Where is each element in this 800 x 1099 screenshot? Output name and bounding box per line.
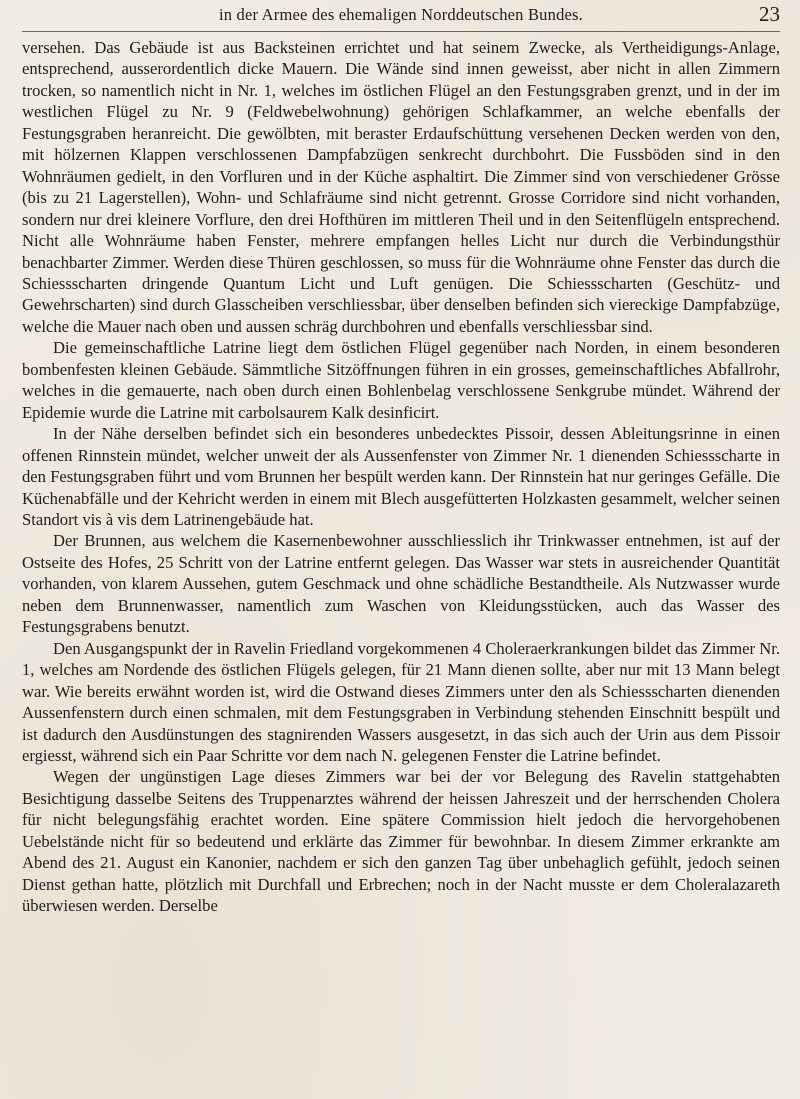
page-number: 23 bbox=[759, 2, 780, 26]
paragraph: versehen. Das Gebäude ist aus Backsteinen errichtet und hat seinem Zwecke, als Vertheidigungs-Anlage, entsprechend, ausserordentlich dicke Mauern. Die Wände sind innen geweisst, aber nicht in allen Zimmern trocken, so namentlich nicht in Nr. 1, welches im östlichen Flügel an den Festungsgraben grenzt, und in der im westlichen Flügel zu Nr. 9 (Feldwebelwohnung) gehörigen Schlafkammer, an welche ebenfalls der Festungsgraben heranreicht. Die gewölbten, mit beraster Erdaufschüttung versehenen Decken werden von den, mit hölzernen Klappen verschlossenen Dampfabzügen senkrecht durchbohrt. Die Fussböden sind in den Wohnräumen gedielt, in den Vorfluren und in der Küche asphaltirt. Die Zimmer sind von verschiedener Grösse (bis zu 21 Lagerstellen), Wohn- und Schlafräume sind nicht getrennt. Grosse Corridore sind nicht vorhanden, sondern nur drei kleinere Vorflure, den drei Hofthüren im mittleren Theil und in den Seitenflügeln entsprechend. Nicht alle Wohnräume haben Fenster, mehrere empfangen helles Licht nur durch die Verbindungsthür benachbarter Zimmer. Werden diese Thüren geschlossen, so muss für die Wohnräume ohne Fenster das durch die Schiessscharten dringende Quantum Licht und Luft genügen. Die Schiessscharten (Geschütz- und Gewehrscharten) sind durch Glasscheiben verschliessbar, über denselben befinden sich viereckige Dampfabzüge, welche die Mauer nach oben und aussen schräg durchbohren und ebenfalls verschliessbar sind. bbox=[22, 38, 780, 336]
paragraph: Wegen der ungünstigen Lage dieses Zimmers war bei der vor Belegung des Ravelin stattgehabten Besichtigung dasselbe Seitens des Truppenarztes während der heissen Jahreszeit und der herrschenden Cholera für nicht belegungsfähig erachtet worden. Eine spätere Commission hielt jedoch die hervorgehobenen Uebelstände nicht für so bedeutend und erklärte das Zimmer für bewohnbar. In diesem Zimmer erkrankte am Abend des 21. August ein Kanonier, nachdem er sich den ganzen Tag über unbehaglich gefühlt, jedoch seinen Dienst gethan hatte, plötzlich mit Durchfall und Erbrechen; noch in der Nacht musste er dem Choleralazareth überwiesen werden. Derselbe bbox=[22, 767, 780, 916]
body-text bbox=[22, 37, 780, 917]
paragraph: Den Ausgangspunkt der in Ravelin Friedland vorgekommenen 4 Cholerаerkrankungen bildet das Zimmer Nr. 1, welches am Nordende des östlichen Flügels gelegen, für 21 Mann dienen sollte, aber nur mit 13 Mann belegt war. Wie bereits erwähnt worden ist, wird die Ostwand dieses Zimmers unter den als Schiessscharten dienenden Aussenfenstern durch einen schmalen, mit dem Festungsgraben in Verbindung stehenden Einschnitt bespült und ist dadurch den Ausdünstungen des stagnirenden Wassers ausgesetzt, in das sich auch der Urin aus dem Pissoir ergiesst, während sich ein Paar Schritte vor dem nach N. gelegenen Fenster die Latrine befindet. bbox=[22, 638, 780, 765]
paragraph: Der Brunnen, aus welchem die Kasernenbewohner ausschliesslich ihr Trinkwasser entnehmen, ist auf der Ostseite des Hofes, 25 Schritt von der Latrine entfernt gelegen. Das Wasser war stets in ausreichender Quantität vorhanden, von klarem Aussehen, gutem Geschmack und ohne schädliche Bestandtheile. Als Nutzwasser wurde neben dem Brunnenwasser, namentlich zum Waschen von Kleidungsstücken, auch das Wasser des Festungsgrabens benutzt. bbox=[22, 531, 780, 637]
running-title: in der Armee des ehemaligen Norddeutschen Bundes. bbox=[219, 5, 583, 24]
header-rule bbox=[22, 31, 780, 32]
paragraph: Die gemeinschaftliche Latrine liegt dem östlichen Flügel gegenüber nach Norden, in einem besonderen bombenfesten kleinen Gebäude. Sämmtliche Sitzöffnungen führen in ein grosses, gemeinschaftliches Abfallrohr, welches in die gemauerte, nach oben durch einen Bohlenbelag verschlossene Senkgrube mündet. Während der Epidemie wurde die Latrine mit carbolsaurem Kalk desinficirt. bbox=[22, 338, 780, 422]
paragraph: In der Nähe derselben befindet sich ein besonderes unbedecktes Pissoir, dessen Ableitungsrinne in einen offenen Rinnstein mündet, welcher unweit der als Aussenfenster von Zimmer Nr. 1 dienenden Schiessscharte in den Festungsgraben führt und vom Brunnen her bespült werden kann. Der Rinnstein hat nur geringes Gefälle. Die Küchenabfälle und der Kehricht werden in einem mit Blech ausgefütterten Holzkasten gesammelt, welcher seinen Standort vis à vis dem Latrinengebäude hat. bbox=[22, 424, 780, 529]
page-header bbox=[22, 2, 780, 32]
